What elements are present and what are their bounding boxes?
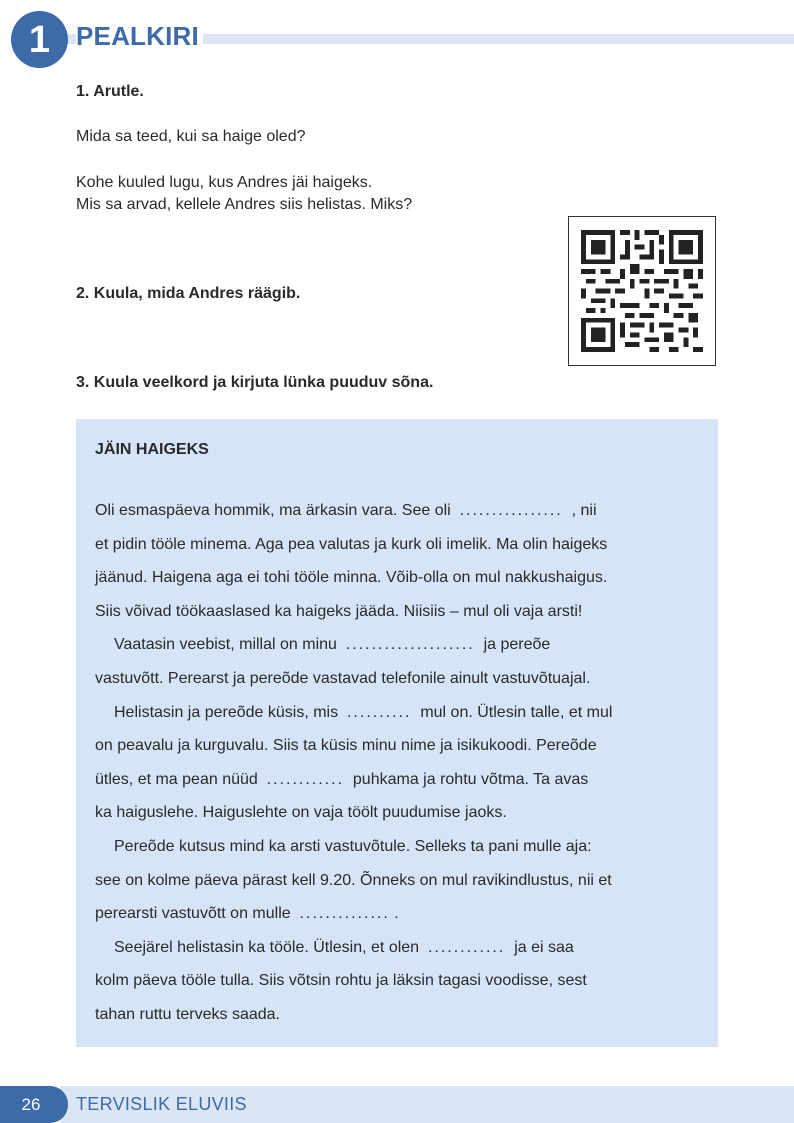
reading-text [95, 494, 705, 1032]
task2-title: 2. Kuula, mida Andres räägib. [76, 285, 301, 302]
text-line: Oli esmaspäeva hommik, ma ärkasin vara. See oli ................ , nii [95, 494, 705, 528]
task3-title: 3. Kuula veelkord ja kirjuta lünka puuduv sõna. [76, 374, 434, 391]
text-line: ka haiguslehe. Haiguslehte on vaja töölt puudumise jaoks. [95, 804, 507, 822]
task1-line-1: Kohe kuuled lugu, kus Andres jäi haigeks. [76, 174, 373, 191]
text-line: kolm päeva tööle tulla. Siis võtsin rohtu ja läksin tagasi voodisse, sest [95, 972, 587, 990]
qr-code-icon[interactable] [568, 216, 716, 366]
page-number: 26 [0, 1086, 68, 1123]
chapter-title: PEALKIRI [76, 21, 203, 51]
text-line: Pereõde kutsus mind ka arsti vastuvõtule. Selleks ta pani mulle aja: [114, 837, 592, 855]
blank-field[interactable]: ................ [459, 502, 563, 519]
text-line: tahan ruttu terveks saada. [95, 1005, 280, 1023]
reading-title: JÄIN HAIGEKS [95, 441, 209, 458]
blank-field[interactable]: .............. [299, 905, 390, 923]
blank-field[interactable]: ............ [427, 938, 506, 956]
chapter-number-badge: 1 [11, 11, 68, 68]
text-line: see on kolme päeva pärast kell 9.20. Õnneks on mul ravikindlustus, nii et [95, 871, 612, 889]
text-line: Helistasin ja pereõde küsis, mis .......... mul on. Ütlesin talle, et mul [95, 696, 705, 730]
text-line: jäänud. Haigena aga ei tohi tööle minna. Võib-olla on mul nakkushaigus. [95, 569, 608, 587]
blank-field[interactable]: .................... [345, 636, 475, 654]
text-line: ütles, et ma pean nüüd ............ puhkama ja rohtu võtma. Ta avas [95, 763, 705, 797]
text-line: Seejärel helistasin ka tööle. Ütlesin, et olen ............ ja ei saa [95, 931, 705, 965]
text-line: Siis võivad töökaaslased ka haigeks jääda. Niisiis – mul oli vaja arsti! [95, 602, 583, 620]
text-line: Vaatasin veebist, millal on minu .................... ja pereõe [95, 628, 705, 662]
footer-section-title: TERVISLIK ELUVIIS [76, 1094, 247, 1114]
task1-question: Mida sa teed, kui sa haige oled? [76, 128, 306, 145]
text-line: on peavalu ja kurguvalu. Siis ta küsis minu nime ja isikukoodi. Pereõde [95, 737, 597, 755]
reading-box [76, 419, 718, 1047]
task1-title: 1. Arutle. [76, 83, 144, 100]
text-line: vastuvõtt. Perearst ja pereõde vastavad telefonile ainult vastuvõtuajal. [95, 669, 591, 687]
blank-field[interactable]: ............ [266, 770, 345, 788]
text-line: perearsti vastuvõtt on mulle .............. . [95, 897, 705, 931]
task1-line-2: Mis sa arvad, kellele Andres siis helistas. Miks? [76, 196, 413, 213]
text-line: et pidin tööle minema. Aga pea valutas ja kurk oli imelik. Ma olin haigeks [95, 535, 608, 553]
blank-field[interactable]: .......... [346, 703, 412, 721]
